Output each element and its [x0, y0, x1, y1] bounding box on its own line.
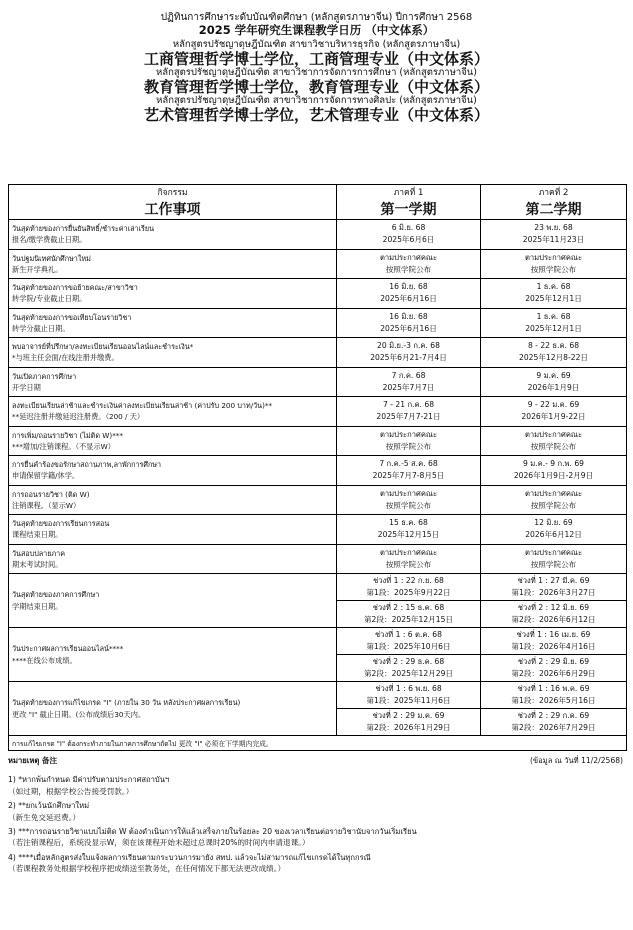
- semester-2-date: ตามประกาศคณะ 按照学院公布: [481, 426, 627, 456]
- semester-1-period-2: ช่วงที่ 2 : 29 ม.ค. 69 第2段：2026年1月29日: [337, 709, 481, 736]
- activity-cell: ลงทะเบียนเรียนล่าช้าและชำระเงินค่าลงทะเบียนเรียนล่าช้า (ค่าปรับ 200 บาท/วัน)** **延迟注册并缴延迟注册费。（200 / 天）: [9, 397, 337, 427]
- semester-1-date: ตามประกาศคณะ 按照学院公布: [337, 544, 481, 574]
- table-row: [9, 485, 627, 515]
- header-activity: กิจกรรม 工作事项: [9, 185, 337, 220]
- program-1-thai: หลักสูตรปรัชญาดุษฎีบัณฑิต สาขาวิชาบริหารธุรกิจ (หลักสูตรภาษาจีน): [172, 38, 461, 50]
- activity-cell: วันสุดท้ายของการขอย้ายคณะ/สาขาวิชา 转学院/专业截止日期。: [9, 279, 337, 309]
- header-semester-2: ภาคที่ 2 第二学期: [481, 185, 627, 220]
- activity-cell: การยื่นคำร้องขอรักษาสถานภาพ,ลาพักการศึกษา 申请保留学籍/休学。: [9, 456, 337, 486]
- semester-1-period-1: ช่วงที่ 1 : 6 พ.ย. 68 第1段：2025年11月6日: [337, 682, 481, 709]
- program-2-chinese: 教育管理哲学博士学位，教育管理专业（中文体系）: [143, 77, 489, 96]
- remark-label: หมายเหตุ 备注: [8, 756, 58, 765]
- semester-2-period-1: ช่วงที่ 1 : 16 เม.ย. 69 第1段：2026年4月16日: [481, 628, 627, 655]
- semester-1-date: 6 มิ.ย. 68 2025年6月6日: [337, 220, 481, 250]
- semester-1-date: 7 ก.ค. 68 2025年7月7日: [337, 367, 481, 397]
- semester-1-date: 16 มิ.ย. 68 2025年6月16日: [337, 279, 481, 309]
- semester-1-period-1: ช่วงที่ 1 : 22 ก.ย. 68 第1段：2025年9月22日: [337, 574, 481, 601]
- semester-2-date: ตามประกาศคณะ 按照学院公布: [481, 485, 627, 515]
- footnote: 2) **ยกเว้นนักศึกษาใหม่ （新生免交延迟费。）: [8, 801, 90, 822]
- table-row: [9, 220, 627, 250]
- footnote: 3) ***การถอนรายวิชาแบบไม่ติด W ต้องดำเนินการให้แล้วเสร็จภายในร้อยละ 20 ของเวลาเรียนต่อรายวิชานับจากวันเริ่มเรียน （若注销课程后，系统没显示W，须在该课程开始未超过总课时20%的时间内申请退课。）: [8, 826, 417, 848]
- table-row: [9, 544, 627, 574]
- semester-2-date: 1 ธ.ค. 68 2025年12月1日: [481, 308, 627, 338]
- semester-1-date: 7 ก.ค.-5 ส.ค. 68 2025年7月7-8月5日: [337, 456, 481, 486]
- semester-2-date: 23 พ.ย. 68 2025年11月23日: [481, 220, 627, 250]
- footnote: 1) *หากพ้นกำหนด มีค่าปรับตามประกาศสถาบันฯ （如过期，根据学校公告接受罚款。）: [8, 775, 170, 796]
- semester-2-period-1: ช่วงที่ 1 : 16 พ.ค. 69 第1段：2026年5月16日: [481, 682, 627, 709]
- semester-1-period-2: ช่วงที่ 2 : 15 ธ.ค. 68 第2段：2025年12月15日: [337, 601, 481, 628]
- table-row: [9, 628, 627, 655]
- semester-2-date: 8 - 22 ธ.ค. 68 2025年12月8-22日: [481, 338, 627, 368]
- table-bottom-note: [9, 736, 627, 751]
- activity-cell: วันเปิดภาคการศึกษา 开学日期: [9, 367, 337, 397]
- title-thai: ปฏิทินการศึกษาระดับบัณฑิตศึกษา (หลักสูตรภาษาจีน) ปีการศึกษา 2568: [160, 12, 473, 23]
- semester-1-date: ตามประกาศคณะ 按照学院公布: [337, 426, 481, 456]
- semester-1-date: 20 มิ.ย.-3 ก.ค. 68 2025年6月21-7月4日: [337, 338, 481, 368]
- semester-2-date: 9 ม.ค. 69 2026年1月9日: [481, 367, 627, 397]
- semester-2-date: 12 มิ.ย. 69 2026年6月12日: [481, 515, 627, 545]
- semester-2-date: ตามประกาศคณะ 按照学院公布: [481, 544, 627, 574]
- semester-1-date: 16 มิ.ย. 68 2025年6月16日: [337, 308, 481, 338]
- semester-2-period-2: ช่วงที่ 2 : 29 ก.ค. 69 第2段：2026年7月29日: [481, 709, 627, 736]
- activity-cell: วันประกาศผลการเรียนออนไลน์**** ****在线公布成绩。: [9, 628, 337, 682]
- grade-i-note: การแก้ไขเกรด "I" ต้องกระทำภายในภาคการศึกษาถัดไป 更改 "I" 必须在下学期内完成。: [9, 736, 627, 751]
- table-row: [9, 426, 627, 456]
- title-chinese: 2025 学年研究生课程教学日历 （中文体系）: [198, 22, 435, 37]
- semester-1-date: 7 - 21 ก.ค. 68 2025年7月7-21日: [337, 397, 481, 427]
- table-row: [9, 338, 627, 368]
- activity-cell: วันสุดท้ายของภาคการศึกษา 学期结束日期。: [9, 574, 337, 628]
- data-as-of-date: (ข้อมูล ณ วันที่ 11/2/2568): [529, 756, 623, 765]
- program-3-thai: หลักสูตรปรัชญาดุษฎีบัณฑิต สาขาวิชาการจัดการทางศิลปะ (หลักสูตรภาษาจีน): [156, 95, 477, 107]
- header-semester-1: ภาคที่ 1 第一学期: [337, 185, 481, 220]
- activity-cell: วันสุดท้ายของการแก้ไขเกรด "I" (ภายใน 30 วัน หลังประกาศผลการเรียน) 更改 "I" 截止日期。(公布成绩后30天内。: [9, 682, 337, 736]
- table-row: [9, 682, 627, 709]
- activity-cell: วันปฐมนิเทศนักศึกษาใหม่ 新生开学典礼。: [9, 249, 337, 279]
- semester-2-period-2: ช่วงที่ 2 : 12 มิ.ย. 69 第2段：2026年6月12日: [481, 601, 627, 628]
- semester-2-date: 9 - 22 ม.ค. 69 2026年1月9-22日: [481, 397, 627, 427]
- academic-calendar-table: [8, 184, 627, 751]
- activity-cell: วันสุดท้ายของการเรียนการสอน 课程结束日期。: [9, 515, 337, 545]
- table-row: [9, 456, 627, 486]
- activity-cell: การถอนรายวิชา (ติด W) 注销课程。（显示W）: [9, 485, 337, 515]
- semester-1-period-2: ช่วงที่ 2 : 29 ธ.ค. 68 第2段：2025年12月29日: [337, 655, 481, 682]
- activity-cell: การเพิ่ม/ถอนรายวิชา (ไม่ติด W)*** ***增加/注销课程。（不显示W）: [9, 426, 337, 456]
- semester-2-date: ตามประกาศคณะ 按照学院公布: [481, 249, 627, 279]
- table-row: [9, 249, 627, 279]
- semester-1-period-1: ช่วงที่ 1 : 6 ต.ค. 68 第1段：2025年10月6日: [337, 628, 481, 655]
- semester-2-date: 1 ธ.ค. 68 2025年12月1日: [481, 279, 627, 309]
- semester-1-date: ตามประกาศคณะ 按照学院公布: [337, 249, 481, 279]
- table-row: [9, 574, 627, 601]
- semester-1-date: ตามประกาศคณะ 按照学院公布: [337, 485, 481, 515]
- table-row: [9, 308, 627, 338]
- table-row: [9, 279, 627, 309]
- table-row: [9, 367, 627, 397]
- semester-1-date: 15 ธ.ค. 68 2025年12月15日: [337, 515, 481, 545]
- semester-2-date: 9 ม.ค.- 9 ก.พ. 69 2026年1月9日-2月9日: [481, 456, 627, 486]
- program-2-thai: หลักสูตรปรัชญาดุษฎีบัณฑิต สาขาวิชาการจัดการการศึกษา (หลักสูตรภาษาจีน): [156, 66, 477, 78]
- activity-cell: พบอาจารย์ที่ปรึกษา/ลงทะเบียนเรียนออนไลน์และชำระเงิน* *与班主任会面/在线注册并缴费。: [9, 338, 337, 368]
- document-header: [0, 12, 633, 124]
- footer-notes: [8, 755, 626, 878]
- semester-2-period-2: ช่วงที่ 2 : 29 มิ.ย. 69 第2段：2026年6月29日: [481, 655, 627, 682]
- activity-cell: วันสุดท้ายของการขอเทียบโอนรายวิชา 转学分截止日期。: [9, 308, 337, 338]
- footnote: 4) ****เมื่อหลักสูตรส่งใบแจ้งผลการเรียนตามกระบวนการมายัง สทป. แล้วจะไม่สามารถแก้ไขเกรดได้ในทุกกรณี （若课程教务处根据学校程序把成绩送至教务处，在任何情况下都无法更改成绩。）: [8, 852, 371, 874]
- program-1-chinese: 工商管理哲学博士学位，工商管理专业（中文体系）: [143, 49, 489, 68]
- activity-cell: วันสุดท้ายของการยื่นยันสิทธิ์/ชำระค่าเล่าเรียน 报名/缴学费截止日期。: [9, 220, 337, 250]
- table-row: [9, 397, 627, 427]
- table-row: [9, 515, 627, 545]
- activity-cell: วันสอบปลายภาค 期末考试时间。: [9, 544, 337, 574]
- semester-2-period-1: ช่วงที่ 1 : 27 มี.ค. 69 第1段：2026年3月27日: [481, 574, 627, 601]
- program-3-chinese: 艺术管理哲学博士学位，艺术管理专业（中文体系）: [143, 105, 489, 124]
